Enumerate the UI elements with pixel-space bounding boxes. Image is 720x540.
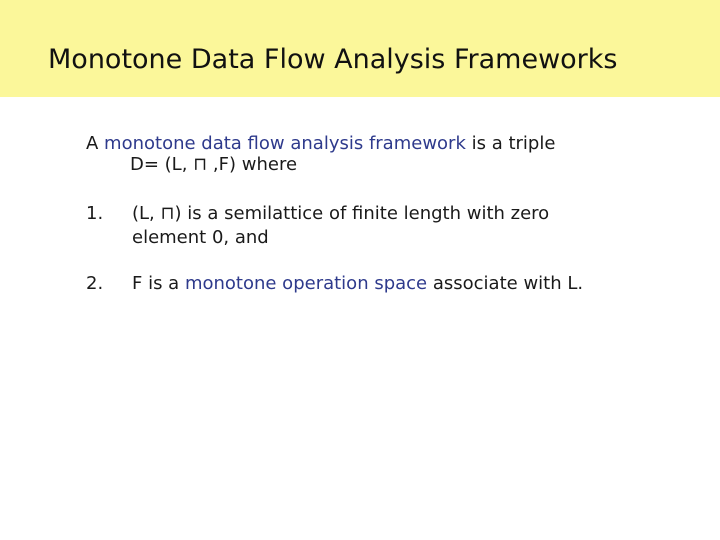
list-item-body — [132, 202, 692, 250]
title-band — [0, 0, 720, 97]
list-item-line2: element 0, and — [132, 227, 269, 248]
slide-title: Monotone Data Flow Analysis Frameworks — [48, 44, 618, 75]
list-item-suffix: associate with L. — [427, 273, 584, 294]
list-item-line1: (L, ⊓) is a semilattice of finite length with zero — [132, 203, 550, 224]
list-item-body — [132, 272, 692, 296]
list-item-number: 2. — [86, 273, 104, 294]
intro-paragraph — [86, 133, 686, 175]
intro-term: monotone data flow analysis framework — [104, 133, 466, 154]
intro-line2: D= (L, ⊓ ,F) where — [130, 154, 298, 175]
list-item-number: 1. — [86, 203, 104, 224]
intro-suffix: is a triple — [465, 133, 556, 154]
list-item-term: monotone operation space — [184, 273, 428, 294]
list-item-prefix: F is a — [132, 273, 185, 294]
intro-prefix: A — [86, 133, 105, 154]
